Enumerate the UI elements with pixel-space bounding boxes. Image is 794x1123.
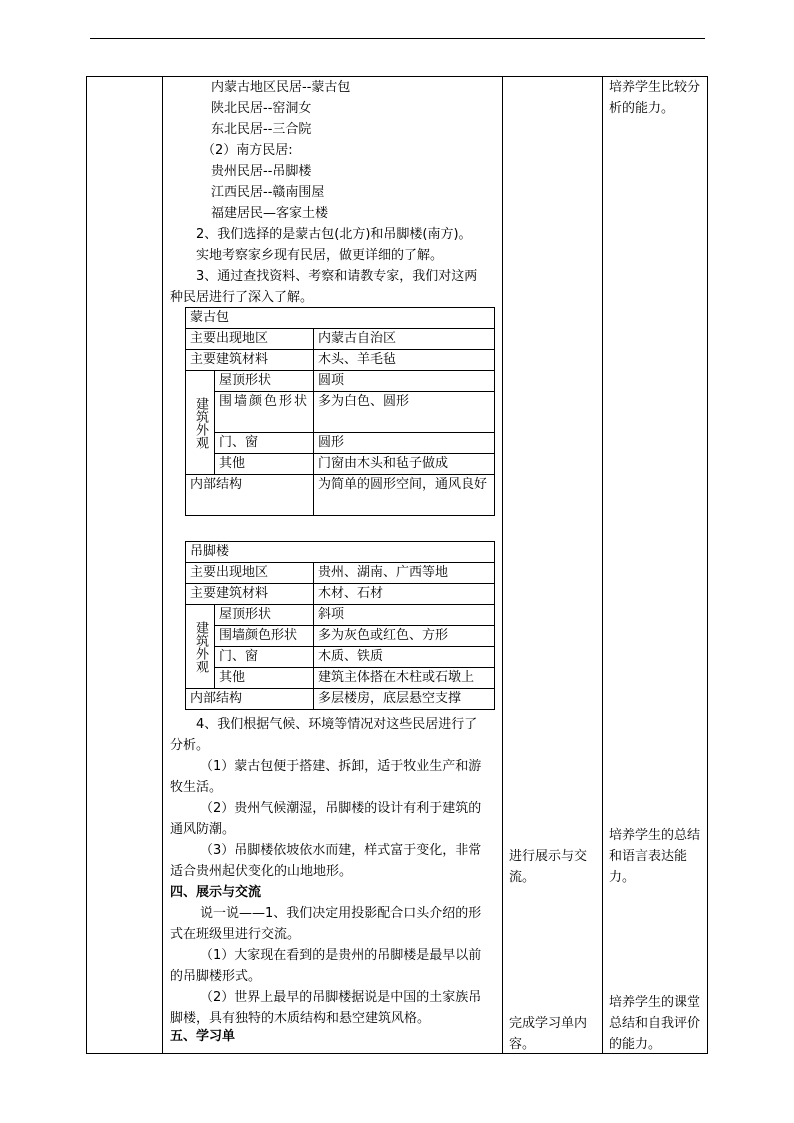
body-line: 说一说——1、我们决定用投影配合口头介绍的形 — [200, 906, 482, 921]
body-line: （3）吊脚楼依坡依水而建，样式富于变化，非常 — [200, 843, 482, 858]
cell-label: 门、窗 — [215, 647, 314, 668]
column-divider-1 — [162, 76, 163, 1054]
cell-value: 圆项 — [314, 371, 495, 392]
body-line: 江西民居--赣南围屋 — [211, 185, 325, 200]
body-line: 贵州民居--吊脚楼 — [211, 164, 312, 179]
section-heading-4: 四、展示与交流 — [170, 885, 262, 900]
body-line: 种民居进行了深入了解。 — [170, 290, 314, 305]
appearance-label: 建筑外观 — [186, 371, 215, 475]
cell-value: 斜项 — [314, 605, 495, 626]
cell-value: 门窗由木头和毡子做成 — [314, 454, 495, 475]
cell-label: 围墙颜色形状 — [215, 626, 314, 647]
cell-value: 圆形 — [314, 433, 495, 454]
yurt-table — [185, 307, 495, 516]
cell-value: 内蒙古自治区 — [314, 329, 495, 350]
cell-label: 内部结构 — [186, 475, 314, 516]
cell-value: 木质、铁质 — [314, 647, 495, 668]
body-line: 福建居民—客家土楼 — [211, 206, 329, 221]
activity-present: 进行展示与交流。 — [509, 849, 588, 885]
body-line: 东北民居--三合院 — [211, 122, 312, 137]
cell-value: 为简单的圆形空间，通风良好 — [314, 475, 495, 516]
body-line: （1）大家现在看到的是贵州的吊脚楼是最早以前 — [200, 948, 482, 963]
cell-value: 木头、羊毛毡 — [314, 350, 495, 371]
body-line: 3、通过查找资料、考察和请教专家，我们对这两 — [196, 269, 478, 284]
cell-label: 围墙颜色形状 — [215, 392, 314, 433]
body-line: 分析。 — [170, 738, 210, 753]
appearance-label: 建筑外观 — [186, 605, 215, 689]
stilt-house-table-title: 吊脚楼 — [186, 542, 495, 563]
cell-label: 屋顶形状 — [215, 605, 314, 626]
body-line: 2、我们选择的是蒙古包(北方)和吊脚楼(南方)。 — [196, 227, 472, 242]
body-line: 牧生活。 — [170, 780, 223, 795]
cell-label: 内部结构 — [186, 689, 314, 710]
goal-compare: 培养学生比较分析的能力。 — [609, 80, 701, 116]
body-line: 适合贵州起伏变化的山地地形。 — [170, 864, 353, 879]
cell-label: 主要建筑材料 — [186, 350, 314, 371]
stilt-house-table — [185, 541, 495, 710]
cell-value: 多层楼房，底层悬空支撑 — [314, 689, 495, 710]
body-line: 陕北民居--窑洞女 — [211, 101, 312, 116]
cell-label: 屋顶形状 — [215, 371, 314, 392]
cell-label: 其他 — [215, 454, 314, 475]
cell-label: 门、窗 — [215, 433, 314, 454]
cell-label: 主要建筑材料 — [186, 584, 314, 605]
goal-summary: 培养学生的总结和语言表达能力。 — [609, 828, 701, 885]
body-line: 的吊脚楼形式。 — [170, 969, 262, 984]
body-line: （2）世界上最早的吊脚楼据说是中国的土家族吊 — [200, 990, 482, 1005]
body-line: 通风防潮。 — [170, 822, 236, 837]
body-line: （2）南方民居: — [202, 143, 293, 158]
body-line: （1）蒙古包便于搭建、拆卸，适于牧业生产和游 — [200, 759, 482, 774]
body-line: 脚楼，具有独特的木质结构和悬空建筑风格。 — [170, 1011, 431, 1026]
cell-value: 多为白色、圆形 — [314, 392, 495, 433]
cell-value: 多为灰色或红色、方形 — [314, 626, 495, 647]
body-line: （2）贵州气候潮湿，吊脚楼的设计有利于建筑的 — [200, 801, 482, 816]
cell-label: 主要出现地区 — [186, 329, 314, 350]
cell-label: 其他 — [215, 668, 314, 689]
column-divider-3 — [602, 76, 603, 1054]
cell-label: 主要出现地区 — [186, 563, 314, 584]
body-line: 内蒙古地区民居--蒙古包 — [211, 80, 351, 95]
section-heading-5: 五、学习单 — [170, 1029, 236, 1044]
column-divider-2 — [502, 76, 503, 1054]
yurt-table-title: 蒙古包 — [186, 308, 495, 329]
cell-value: 贵州、湖南、广西等地 — [314, 563, 495, 584]
body-line: 实地考察家乡现有民居，做更详细的了解。 — [196, 248, 444, 263]
header-rule — [90, 38, 705, 39]
cell-value: 木材、石材 — [314, 584, 495, 605]
body-line: 4、我们根据气候、环境等情况对这些民居进行了 — [196, 717, 478, 732]
activity-worksheet: 完成学习单内容。 — [509, 1016, 588, 1052]
cell-value: 建筑主体搭在木柱或石墩上 — [314, 668, 495, 689]
body-line: 式在班级里进行交流。 — [170, 927, 301, 942]
goal-self-eval: 培养学生的课堂总结和自我评价的能力。 — [609, 995, 701, 1052]
